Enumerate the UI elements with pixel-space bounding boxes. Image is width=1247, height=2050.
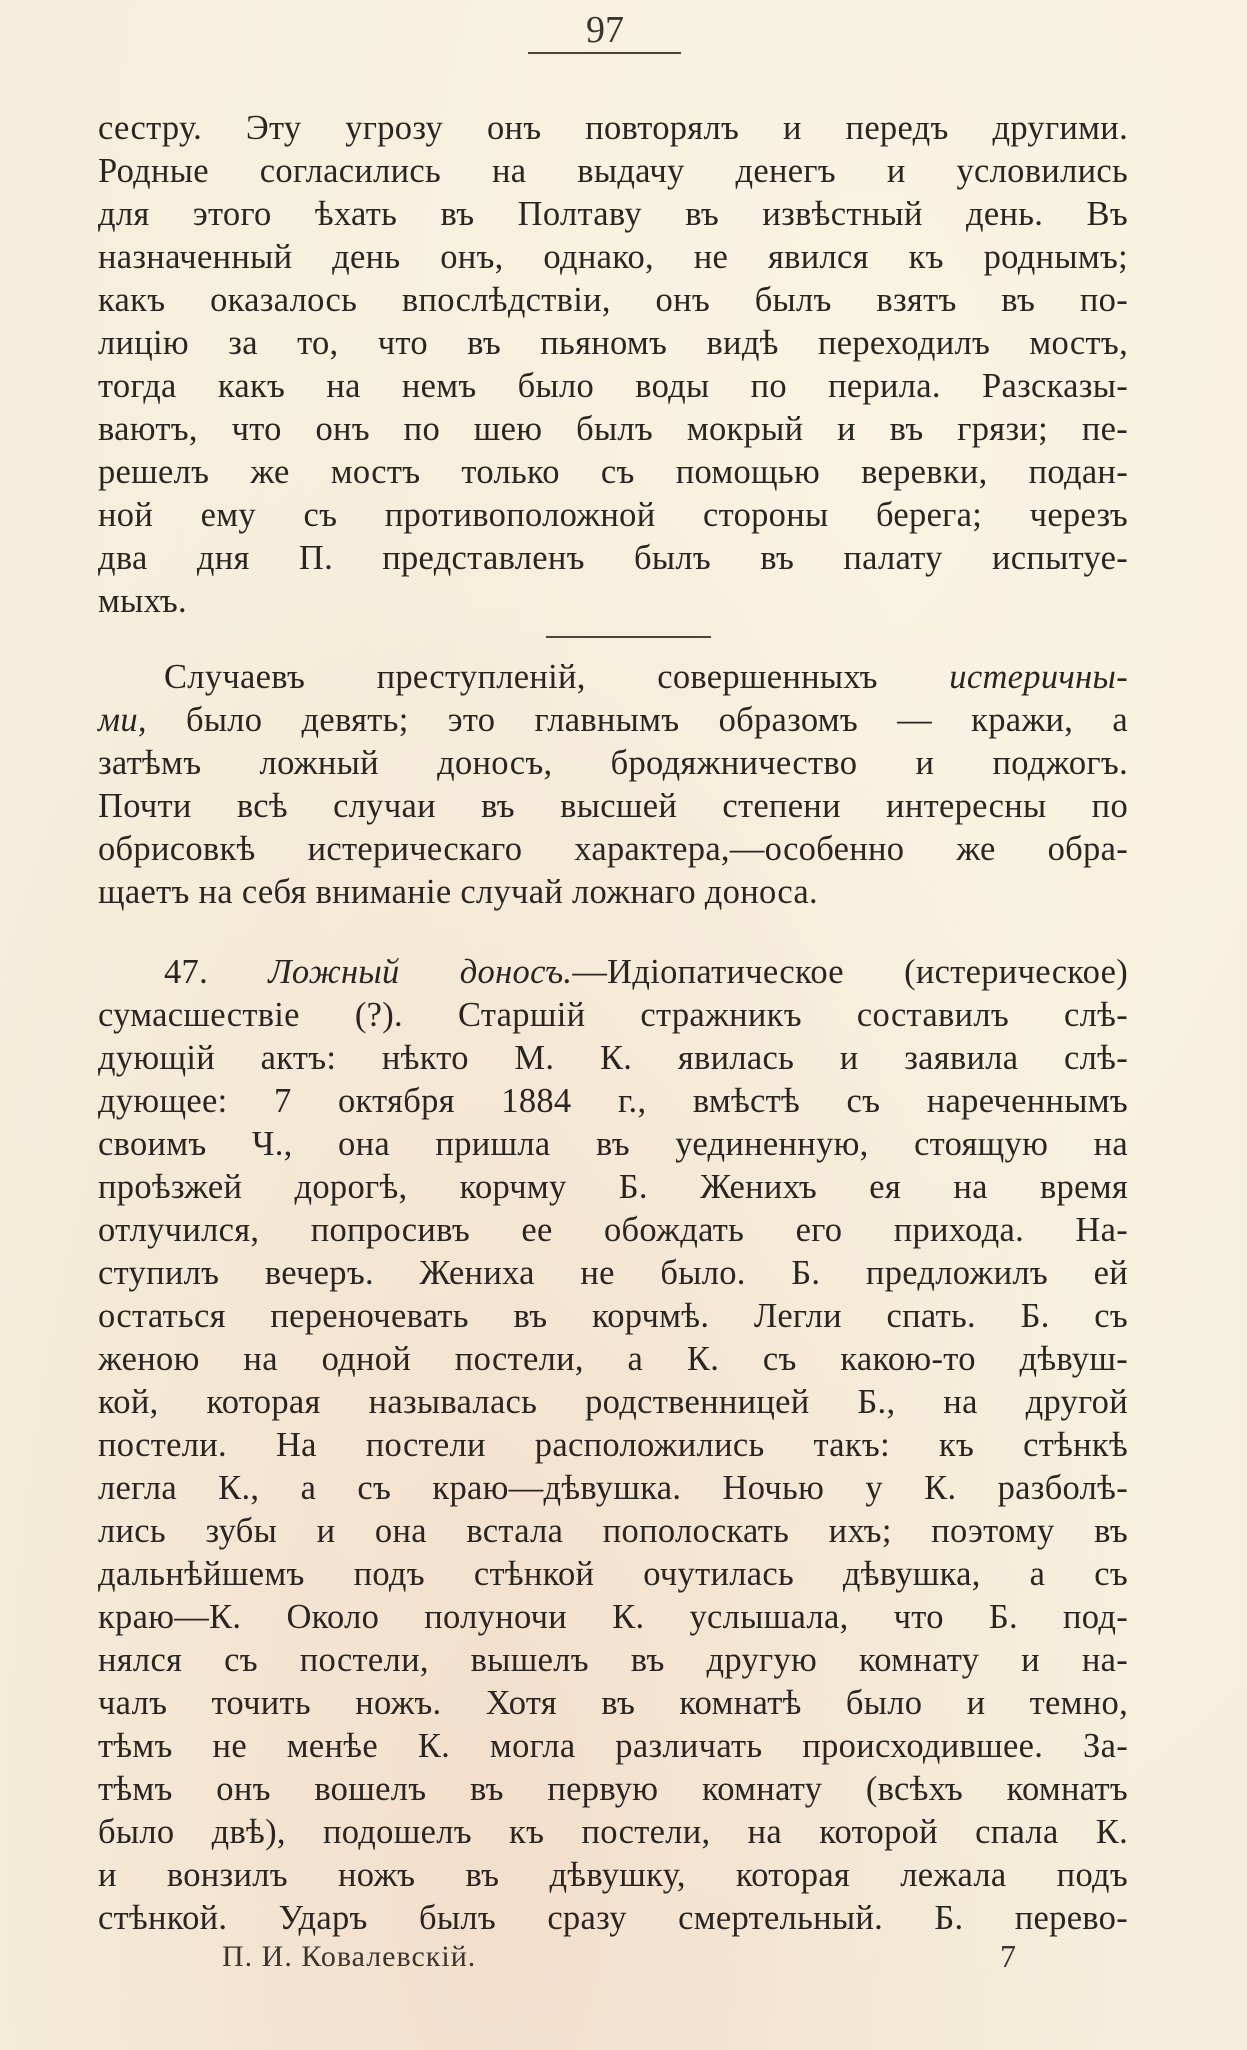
text-line: ступилъ вечеръ. Жениха не было. Б. предложилъ ей <box>98 1254 1128 1292</box>
text-line: проѣзжей дорогѣ, корчму Б. Женихъ ея на время <box>98 1168 1128 1206</box>
paragraph-hysterical-cases <box>98 656 1128 914</box>
text-line: сумасшествіе (?). Старшій стражникъ составилъ слѣ- <box>98 996 1128 1034</box>
text-line: ной ему съ противоположной стороны берега; черезъ <box>98 496 1128 534</box>
text-line: нялся съ постели, вышелъ въ другую комнату и на- <box>98 1641 1128 1679</box>
text-line: затѣмъ ложный доносъ, бродяжничество и поджогъ. <box>98 744 1128 782</box>
paragraph-case-47 <box>98 951 1128 1940</box>
page-number-rule <box>528 52 681 54</box>
text-line: лицію за то, что въ пьяномъ видѣ переходилъ мостъ, <box>98 324 1128 362</box>
text-line: сестру. Эту угрозу онъ повторялъ и передъ другими. <box>98 109 1128 147</box>
text-line: чалъ точить ножъ. Хотя въ комнатѣ было и темно, <box>98 1684 1128 1722</box>
text-run: было девять; это главнымъ образомъ — кражи, а <box>146 701 1128 739</box>
text-run: Случаевъ преступленій, совершенныхъ <box>164 658 950 696</box>
text-line: и вонзилъ ножъ въ дѣвушку, которая лежала подъ <box>98 1856 1128 1894</box>
text-line: решелъ же мостъ только съ помощью веревки, подан- <box>98 453 1128 491</box>
text-line: мыхъ. <box>98 582 187 620</box>
footer-sheet-number: 7 <box>1000 1938 1016 1974</box>
text-line: какъ оказалось впослѣдствіи, онъ былъ взятъ въ по- <box>98 281 1128 319</box>
text-line: лись зубы и она встала пополоскать ихъ; поэтому въ <box>98 1512 1128 1550</box>
text-line: краю—К. Около полуночи К. услышала, что Б. под- <box>98 1598 1128 1636</box>
text-line: Почти всѣ случаи въ высшей степени интересны по <box>98 787 1128 825</box>
text-line: стѣнкой. Ударъ былъ сразу смертельный. Б. перево- <box>98 1899 1128 1937</box>
case-title: Ложный доносъ. <box>268 953 573 991</box>
text-line: ваютъ, что онъ по шею былъ мокрый и въ грязи; пе- <box>98 410 1128 448</box>
text-line: отлучился, попросивъ ее обождать его прихода. На- <box>98 1211 1128 1249</box>
text-line: два дня П. представленъ былъ въ палату испытуе- <box>98 539 1128 577</box>
text-line: легла К., а съ краю—дѣвушка. Ночью у К. разболѣ- <box>98 1469 1128 1507</box>
italic-term: ми, <box>98 701 147 739</box>
text-line: своимъ Ч., она пришла въ уединенную, стоящую на <box>98 1125 1128 1163</box>
text-line: тѣмъ не менѣе К. могла различать происходившее. За- <box>98 1727 1128 1765</box>
italic-term: истеричны- <box>949 658 1128 696</box>
text-line: дующее: 7 октября 1884 г., вмѣстѣ съ нареченнымъ <box>98 1082 1128 1120</box>
text-line: тѣмъ онъ вошелъ въ первую комнату (всѣхъ комнатъ <box>98 1770 1128 1808</box>
text-line: постели. На постели расположились такъ: къ стѣнкѣ <box>98 1426 1128 1464</box>
text-line: щаетъ на себя вниманіе случай ложнаго доноса. <box>98 873 818 911</box>
text-line <box>98 699 1128 742</box>
text-line: кой, которая называлась родственницей Б., на другой <box>98 1383 1128 1421</box>
text-line: женою на одной постели, а К. съ какою-то дѣвуш- <box>98 1340 1128 1378</box>
text-line: тогда какъ на немъ было воды по перила. Разсказы- <box>98 367 1128 405</box>
paragraph-continuation <box>98 107 1128 623</box>
section-separator <box>546 636 711 638</box>
text-line: дальнѣйшемъ подъ стѣнкой очутилась дѣвушка, а съ <box>98 1555 1128 1593</box>
text-line: остаться переночевать въ корчмѣ. Легли спать. Б. съ <box>98 1297 1128 1335</box>
text-line: для этого ѣхать въ Полтаву въ извѣстный день. Въ <box>98 195 1128 233</box>
text-line: назначенный день онъ, однако, не явился къ роднымъ; <box>98 238 1128 276</box>
text-line <box>98 951 1128 994</box>
text-line: дующій актъ: нѣкто М. К. явилась и заявила слѣ- <box>98 1039 1128 1077</box>
case-number: 47. <box>164 953 209 991</box>
text-line: обрисовкѣ истерическаго характера,—особенно же обра- <box>98 830 1128 868</box>
footer-signature: П. И. Ковалевскій. <box>222 1940 477 1973</box>
text-run: —Идіопатическое (истерическое) <box>572 953 1128 991</box>
text-line: было двѣ), подошелъ къ постели, на которой спала К. <box>98 1813 1128 1851</box>
text-line: Родные согласились на выдачу денегъ и условились <box>98 152 1128 190</box>
text-line <box>98 656 1128 699</box>
page-number: 97 <box>586 9 624 51</box>
